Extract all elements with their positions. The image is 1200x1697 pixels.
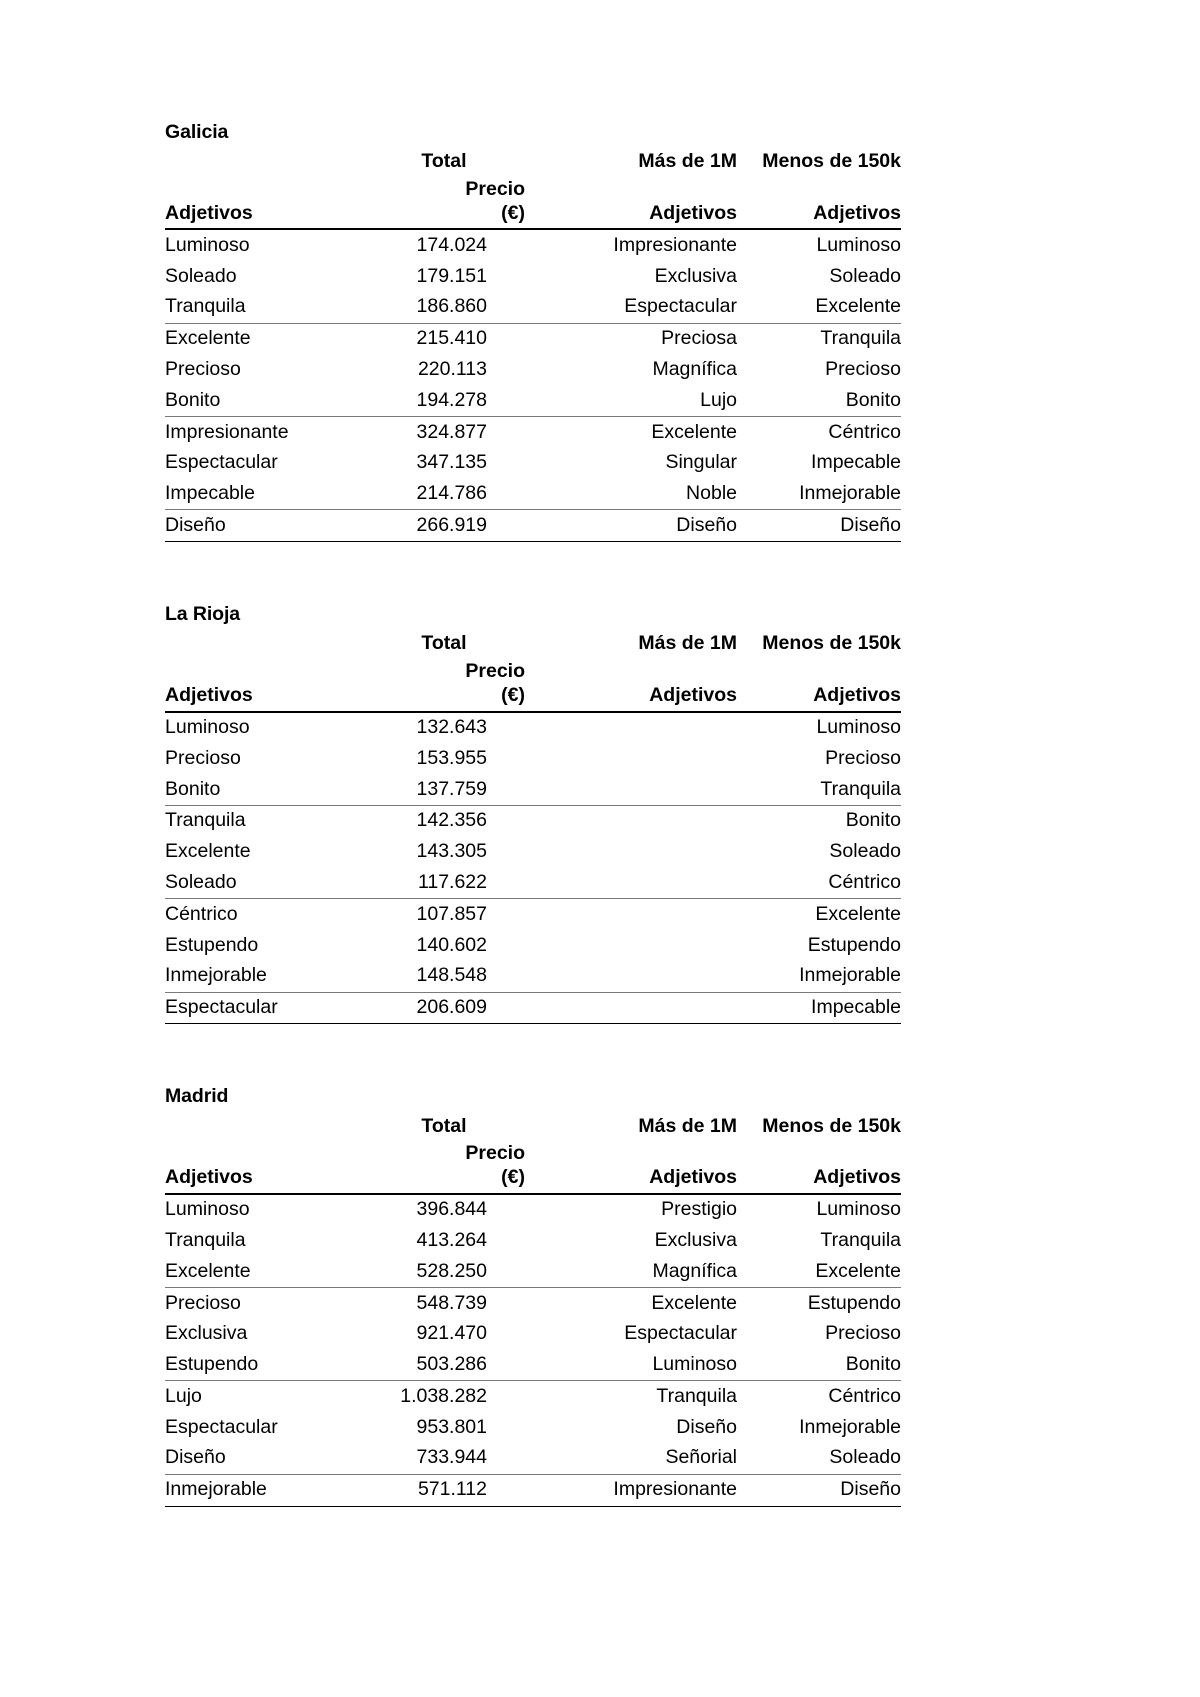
- column-header-precio-line1: Precio: [465, 177, 525, 200]
- cell-adjetivo-total: Luminoso: [165, 233, 250, 256]
- cell-precio: 571.112: [365, 1474, 525, 1506]
- table-row: [165, 961, 901, 992]
- cell-precio: 324.877: [416, 420, 487, 443]
- column-header-adjetivos-menos-150k: Adjetivos: [737, 177, 901, 230]
- cell-adjetivo-total: Inmejorable: [165, 961, 365, 992]
- cell-adjetivo-menos-150k: Luminoso: [816, 233, 901, 256]
- cell-precio: 214.786: [365, 479, 525, 510]
- cell-adjetivo-mas-1m: Exclusiva: [654, 264, 737, 287]
- group-header-menos-150k: Menos de 150k: [762, 150, 901, 173]
- table-row: [165, 899, 901, 930]
- cell-precio: 174.024: [416, 233, 487, 256]
- table-row: [165, 1319, 901, 1350]
- cell-adjetivo-total: Impecable: [165, 479, 365, 510]
- region-table-block: [165, 1082, 901, 1506]
- cell-adjetivo-total: Soleado: [165, 867, 365, 898]
- cell-adjetivo-menos-150k: Inmejorable: [737, 961, 901, 992]
- cell-precio: 548.739: [416, 1291, 487, 1314]
- cell-adjetivo-menos-150k: Céntrico: [828, 1384, 901, 1407]
- table-header: [165, 147, 901, 229]
- column-header-adjetivos-total: Adjetivos: [165, 1141, 365, 1194]
- table-row: [165, 1256, 901, 1287]
- table-body: [165, 712, 901, 1024]
- column-header-precio: [365, 177, 525, 230]
- cell-adjetivo-mas-1m: Espectacular: [525, 292, 737, 323]
- table-row: [165, 292, 901, 323]
- cell-adjetivo-menos-150k: Tranquila: [820, 1228, 901, 1251]
- table-row: [165, 510, 901, 542]
- table-row: [165, 417, 901, 448]
- cell-adjetivo-total: Tranquila: [165, 292, 365, 323]
- table-row: [165, 930, 901, 961]
- cell-adjetivo-menos-150k: Soleado: [737, 1443, 901, 1474]
- cell-adjetivo-mas-1m: [525, 867, 737, 898]
- cell-adjetivo-mas-1m: Lujo: [525, 385, 737, 416]
- group-header-mas-1m: Más de 1M: [638, 632, 737, 655]
- table-row: [165, 1350, 901, 1381]
- cell-adjetivo-menos-150k: Bonito: [737, 1350, 901, 1381]
- cell-adjetivo-menos-150k: Bonito: [737, 385, 901, 416]
- cell-precio: 503.286: [365, 1350, 525, 1381]
- cell-precio: 142.356: [416, 809, 487, 832]
- cell-precio: 194.278: [365, 385, 525, 416]
- group-header-row: [165, 147, 901, 176]
- cell-adjetivo-mas-1m: [525, 805, 737, 836]
- region-title: Galicia: [165, 121, 229, 143]
- column-header-adjetivos-mas-1m: Adjetivos: [525, 177, 737, 230]
- cell-adjetivo-menos-150k: Estupendo: [807, 1291, 901, 1314]
- table-row: [165, 712, 901, 744]
- table-body: [165, 1194, 901, 1506]
- cell-adjetivo-mas-1m: Impresionante: [613, 233, 737, 256]
- cell-adjetivo-mas-1m: Luminoso: [525, 1350, 737, 1381]
- group-header-menos-150k: Menos de 150k: [762, 632, 901, 655]
- cell-adjetivo-total: Estupendo: [165, 1350, 365, 1381]
- cell-adjetivo-menos-150k: Precioso: [825, 746, 901, 769]
- table-row: [165, 323, 901, 354]
- cell-adjetivo-mas-1m: [525, 712, 737, 744]
- cell-precio: 137.759: [365, 774, 525, 805]
- cell-precio: 528.250: [365, 1256, 525, 1287]
- cell-adjetivo-mas-1m: [525, 930, 737, 961]
- cell-adjetivo-menos-150k: Luminoso: [816, 716, 901, 739]
- cell-adjetivo-total: Espectacular: [165, 992, 365, 1024]
- table-row: [165, 1412, 901, 1443]
- cell-adjetivo-menos-150k: Luminoso: [816, 1198, 901, 1221]
- group-header-menos-150k: Menos de 150k: [762, 1114, 901, 1137]
- cell-adjetivo-mas-1m: [525, 774, 737, 805]
- column-header-adjetivos-mas-1m: Adjetivos: [525, 659, 737, 712]
- cell-adjetivo-mas-1m: Singular: [665, 451, 737, 474]
- cell-precio: 117.622: [365, 867, 525, 898]
- cell-precio: 733.944: [365, 1443, 525, 1474]
- group-header-spacer: [165, 147, 365, 176]
- cell-adjetivo-total: Excelente: [165, 840, 251, 863]
- cell-adjetivo-menos-150k: Inmejorable: [799, 1415, 901, 1438]
- column-header-precio-line1: Precio: [465, 659, 525, 682]
- region-table-block: [165, 600, 901, 1024]
- cell-adjetivo-mas-1m: Señorial: [525, 1443, 737, 1474]
- region-table-block: [165, 118, 901, 542]
- column-header-adjetivos-menos-150k: Adjetivos: [737, 1141, 901, 1194]
- column-header-precio-line2: (€): [501, 201, 525, 224]
- column-header-precio-line2: (€): [501, 684, 525, 707]
- region-title: La Rioja: [165, 603, 241, 626]
- column-header-precio-line1: Precio: [465, 1141, 525, 1164]
- table-row: [165, 1225, 901, 1256]
- cell-adjetivo-total: Exclusiva: [165, 1322, 248, 1345]
- group-header-total: Total: [421, 632, 467, 655]
- adjetivos-table: [165, 629, 901, 1024]
- group-header-spacer: [165, 629, 365, 658]
- cell-adjetivo-total: Espectacular: [165, 451, 278, 474]
- table-row: [165, 354, 901, 385]
- group-header-total: Total: [421, 1114, 467, 1137]
- table-row: [165, 1381, 901, 1412]
- cell-adjetivo-mas-1m: [525, 992, 737, 1024]
- table-row: [165, 867, 901, 898]
- table-row: [165, 1194, 901, 1226]
- table-row: [165, 743, 901, 774]
- cell-adjetivo-mas-1m: Excelente: [651, 420, 737, 443]
- cell-adjetivo-total: Luminoso: [165, 716, 250, 739]
- cell-adjetivo-mas-1m: [525, 837, 737, 868]
- cell-adjetivo-total: Lujo: [165, 1384, 202, 1407]
- cell-adjetivo-mas-1m: Impresionante: [525, 1474, 737, 1506]
- cell-adjetivo-menos-150k: Precioso: [825, 1322, 901, 1345]
- cell-adjetivo-mas-1m: Exclusiva: [654, 1228, 737, 1251]
- column-header-adjetivos-mas-1m: Adjetivos: [525, 1141, 737, 1194]
- cell-adjetivo-menos-150k: Tranquila: [737, 774, 901, 805]
- cell-adjetivo-total: Luminoso: [165, 1198, 250, 1221]
- cell-adjetivo-mas-1m: Excelente: [651, 1291, 737, 1314]
- table-row: [165, 837, 901, 868]
- cell-precio: 186.860: [365, 292, 525, 323]
- table-row: [165, 229, 901, 261]
- table-row: [165, 1443, 901, 1474]
- cell-precio: 148.548: [365, 961, 525, 992]
- cell-adjetivo-total: Precioso: [165, 357, 241, 380]
- cell-adjetivo-total: Tranquila: [165, 809, 246, 832]
- column-header-precio-line2: (€): [501, 1166, 525, 1189]
- cell-adjetivo-menos-150k: Céntrico: [737, 867, 901, 898]
- table-row: [165, 448, 901, 479]
- cell-adjetivo-menos-150k: Excelente: [737, 1256, 901, 1287]
- cell-adjetivo-total: Precioso: [165, 1291, 241, 1314]
- cell-adjetivo-mas-1m: Diseño: [525, 510, 737, 542]
- cell-adjetivo-mas-1m: Magnífica: [652, 357, 737, 380]
- cell-precio: 179.151: [416, 264, 487, 287]
- cell-adjetivo-mas-1m: Prestigio: [661, 1198, 737, 1221]
- table-row: [165, 1474, 901, 1506]
- table-header: [165, 1112, 901, 1194]
- cell-adjetivo-total: Diseño: [165, 510, 365, 542]
- cell-adjetivo-total: Tranquila: [165, 1228, 246, 1251]
- tables-container: [0, 118, 1200, 1507]
- cell-precio: 1.038.282: [400, 1384, 487, 1407]
- cell-precio: 220.113: [417, 357, 487, 380]
- cell-adjetivo-mas-1m: Tranquila: [656, 1384, 737, 1407]
- cell-precio: 143.305: [416, 840, 487, 863]
- cell-precio: 953.801: [416, 1415, 487, 1438]
- cell-precio: 153.955: [416, 746, 487, 769]
- cell-adjetivo-mas-1m: [525, 961, 737, 992]
- cell-adjetivo-total: Impresionante: [165, 420, 289, 443]
- cell-adjetivo-total: Soleado: [165, 264, 237, 287]
- cell-adjetivo-total: Bonito: [165, 385, 365, 416]
- cell-precio: 413.264: [416, 1228, 487, 1251]
- cell-adjetivo-mas-1m: [525, 743, 737, 774]
- cell-precio: 140.602: [416, 933, 487, 956]
- cell-adjetivo-menos-150k: Inmejorable: [737, 479, 901, 510]
- table-row: [165, 261, 901, 292]
- table-row: [165, 992, 901, 1024]
- cell-adjetivo-menos-150k: Tranquila: [820, 327, 901, 350]
- cell-adjetivo-menos-150k: Precioso: [825, 357, 901, 380]
- cell-adjetivo-menos-150k: Soleado: [829, 264, 901, 287]
- cell-adjetivo-mas-1m: Espectacular: [624, 1322, 737, 1345]
- cell-adjetivo-total: Diseño: [165, 1443, 365, 1474]
- region-title: Madrid: [165, 1085, 229, 1108]
- cell-adjetivo-mas-1m: Diseño: [676, 1415, 737, 1438]
- cell-precio: 396.844: [416, 1198, 487, 1221]
- cell-adjetivo-total: Céntrico: [165, 902, 238, 925]
- cell-adjetivo-mas-1m: Noble: [525, 479, 737, 510]
- cell-adjetivo-total: Bonito: [165, 774, 365, 805]
- cell-adjetivo-menos-150k: Excelente: [815, 902, 901, 925]
- cell-adjetivo-mas-1m: Preciosa: [661, 327, 737, 350]
- cell-adjetivo-total: Excelente: [165, 327, 251, 350]
- table-header: [165, 629, 901, 711]
- cell-adjetivo-total: Espectacular: [165, 1415, 278, 1438]
- column-header-precio: [365, 1141, 525, 1194]
- group-header-total: Total: [421, 150, 467, 173]
- cell-adjetivo-total: Inmejorable: [165, 1474, 365, 1506]
- cell-adjetivo-menos-150k: Bonito: [845, 809, 901, 832]
- cell-adjetivo-menos-150k: Céntrico: [828, 420, 901, 443]
- cell-adjetivo-menos-150k: Diseño: [737, 510, 901, 542]
- cell-adjetivo-menos-150k: Excelente: [737, 292, 901, 323]
- cell-adjetivo-mas-1m: [525, 899, 737, 930]
- column-header-adjetivos-menos-150k: Adjetivos: [737, 659, 901, 712]
- cell-adjetivo-total: Precioso: [165, 746, 241, 769]
- table-body: [165, 229, 901, 541]
- adjetivos-table: [165, 147, 901, 542]
- column-header-precio: [365, 659, 525, 712]
- group-header-row: [165, 629, 901, 658]
- group-header-mas-1m: Más de 1M: [638, 1114, 737, 1137]
- column-header-adjetivos-total: Adjetivos: [165, 659, 365, 712]
- group-header-spacer: [165, 1112, 365, 1141]
- cell-precio: 347.135: [416, 451, 487, 474]
- adjetivos-table: [165, 1112, 901, 1507]
- cell-precio: 266.919: [365, 510, 525, 542]
- table-row: [165, 805, 901, 836]
- cell-precio: 921.470: [416, 1322, 487, 1345]
- cell-precio: 107.857: [416, 902, 487, 925]
- cell-adjetivo-total: Excelente: [165, 1256, 365, 1287]
- cell-adjetivo-mas-1m: Magnífica: [525, 1256, 737, 1287]
- table-row: [165, 774, 901, 805]
- cell-adjetivo-menos-150k: Impecable: [737, 992, 901, 1024]
- sub-header-row: [165, 659, 901, 712]
- cell-adjetivo-menos-150k: Impecable: [811, 451, 901, 474]
- table-row: [165, 385, 901, 416]
- group-header-mas-1m: Más de 1M: [638, 150, 737, 173]
- cell-precio: 215.410: [416, 327, 487, 350]
- sub-header-row: [165, 177, 901, 230]
- group-header-row: [165, 1112, 901, 1141]
- cell-adjetivo-menos-150k: Soleado: [829, 840, 901, 863]
- sub-header-row: [165, 1141, 901, 1194]
- column-header-adjetivos-total: Adjetivos: [165, 177, 365, 230]
- cell-adjetivo-total: Estupendo: [165, 933, 259, 956]
- cell-adjetivo-menos-150k: Estupendo: [807, 933, 901, 956]
- table-row: [165, 479, 901, 510]
- cell-adjetivo-menos-150k: Diseño: [737, 1474, 901, 1506]
- cell-precio: 206.609: [365, 992, 525, 1024]
- table-row: [165, 1288, 901, 1319]
- cell-precio: 132.643: [416, 716, 487, 739]
